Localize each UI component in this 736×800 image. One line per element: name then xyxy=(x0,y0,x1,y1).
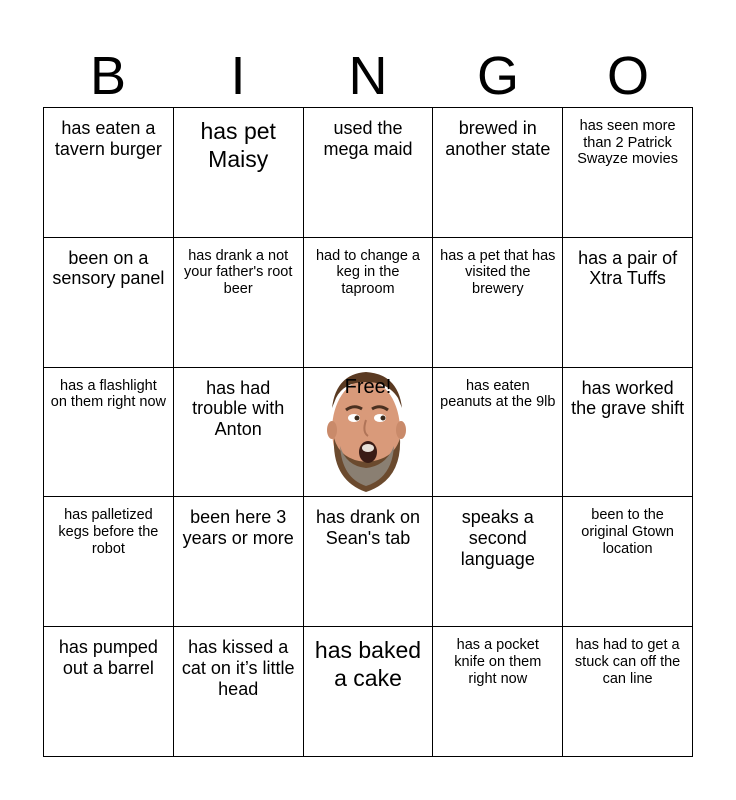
cell-text: speaks a second language xyxy=(460,507,535,569)
bingo-cell[interactable] xyxy=(44,497,174,627)
cell-text: has a pet that has visited the brewery xyxy=(440,247,556,298)
bingo-cell[interactable] xyxy=(433,368,563,498)
bingo-cell[interactable] xyxy=(44,108,174,238)
bingo-cell[interactable] xyxy=(44,368,174,498)
cell-text: been to the original Gtown location xyxy=(581,507,674,557)
cell-text: has pumped out a barrel xyxy=(58,637,158,678)
cell-text: has worked the grave shift xyxy=(571,377,685,419)
cell-text: been here 3 years or more xyxy=(182,507,294,549)
bingo-cell[interactable] xyxy=(433,108,563,238)
cell-text: has pet Maisy xyxy=(200,118,276,172)
header-letter-b: B xyxy=(89,46,127,106)
free-space-label: Free! xyxy=(344,375,392,398)
bingo-cell[interactable] xyxy=(174,368,304,498)
bingo-cell[interactable] xyxy=(174,238,304,368)
cell-text: has palletized kegs before the robot xyxy=(58,507,159,557)
bingo-cell[interactable] xyxy=(304,238,434,368)
bingo-cell[interactable] xyxy=(44,627,174,757)
cell-text: has a pocket knife on them right now xyxy=(454,637,542,687)
cell-text: has kissed a cat on it’s little head xyxy=(181,637,295,699)
cell-text: had to change a keg in the taproom xyxy=(315,247,420,298)
bingo-cell[interactable] xyxy=(563,497,693,627)
bingo-cell[interactable] xyxy=(304,627,434,757)
cell-text: used the mega maid xyxy=(323,118,413,159)
bingo-header xyxy=(43,44,693,108)
cell-text: has baked a cake xyxy=(314,637,422,691)
cell-text: has a pair of Xtra Tuffs xyxy=(578,247,678,289)
cell-text: has drank on Sean's tab xyxy=(315,507,421,549)
bingo-board xyxy=(43,107,693,757)
bingo-cell[interactable] xyxy=(433,627,563,757)
cell-text: has a flashlight on them right now xyxy=(50,377,167,411)
bingo-cell[interactable] xyxy=(563,627,693,757)
bingo-cell[interactable] xyxy=(433,497,563,627)
bingo-cell[interactable] xyxy=(304,108,434,238)
bingo-cell[interactable] xyxy=(563,368,693,498)
header-letter-o: O xyxy=(606,46,649,106)
bingo-cell[interactable] xyxy=(563,108,693,238)
cell-text: been on a sensory panel xyxy=(52,247,165,289)
bingo-cell[interactable] xyxy=(304,497,434,627)
bingo-cell[interactable] xyxy=(563,238,693,368)
cell-text: has eaten a tavern burger xyxy=(54,118,162,159)
cell-text: has had to get a stuck can off the can line xyxy=(574,637,681,687)
cell-text: has eaten peanuts at the 9lb xyxy=(440,377,556,411)
bingo-cell[interactable] xyxy=(174,627,304,757)
header-letter-i: I xyxy=(230,46,246,106)
header-letter-g: G xyxy=(476,46,519,106)
cell-text: has had trouble with Anton xyxy=(192,377,285,439)
bingo-cell[interactable] xyxy=(174,497,304,627)
bingo-cell[interactable] xyxy=(174,108,304,238)
free-space-cell[interactable] xyxy=(304,368,434,498)
cell-text: brewed in another state xyxy=(445,118,551,159)
cell-text: has seen more than 2 Patrick Swayze movies xyxy=(577,118,678,168)
cell-text: has drank a not your father's root beer xyxy=(184,247,293,298)
header-letter-n: N xyxy=(348,46,388,106)
bingo-cell[interactable] xyxy=(44,238,174,368)
bingo-cell[interactable] xyxy=(433,238,563,368)
